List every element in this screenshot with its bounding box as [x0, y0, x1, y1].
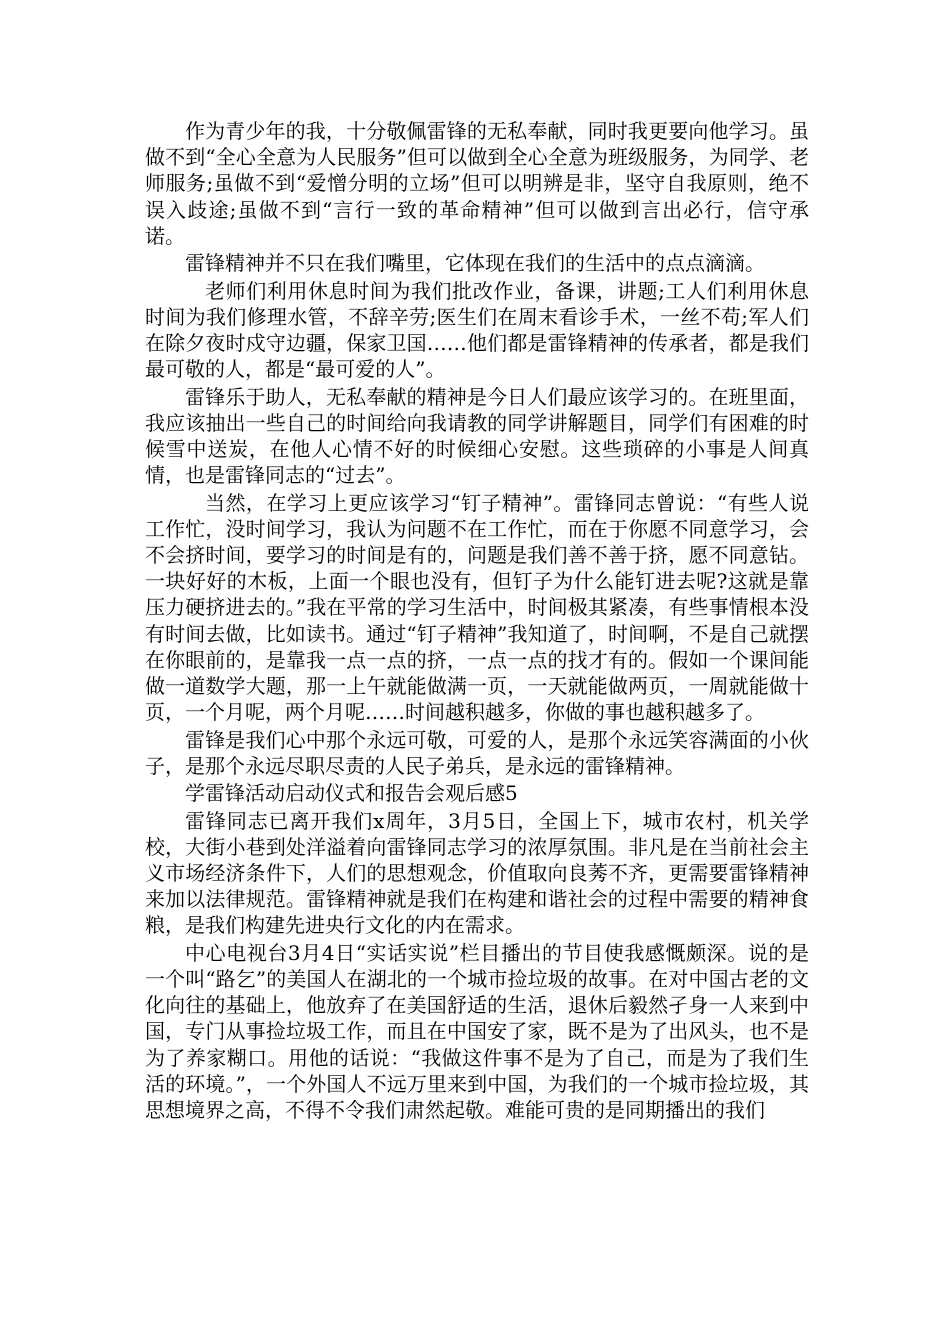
paragraph-tv-program: 中心电视台3月4日“实话实说”栏目播出的节目使我感慨颇深。说的是一个叫“路乞”的美国人在湖北的一个城市捡垃圾的故事。在对中国古老的文化向往的基础上，他放弃了在美国舒适的生活，退休后毅然孑身一人来到中国，专门从事捡垃圾工作，而且在中国安了家，既不是为了出风头，也不是为了养家糊口。用他的话说：“我做这件事不是为了自己，而是为了我们生活的环境。”，一个外国人不远万里来到中国，为我们的一个城市捡垃圾，其思想境界之高，不得不令我们肃然起敬。难能可贵的是同期播出的我们	[145, 940, 809, 1123]
paragraph-helping-others: 雷锋乐于助人，无私奉献的精神是今日人们最应该学习的。在班里面，我应该抽出一些自己的时间给向我请教的同学讲解题目，同学们有困难的时候雪中送炭，在他人心情不好的时候细心安慰。这些琐碎的小事是人间真情，也是雷锋同志的“过去”。	[145, 384, 809, 488]
paragraph-forever-respected: 雷锋是我们心中那个永远可敬，可爱的人，是那个永远笑容满面的小伙子，是那个永远尽职尽责的人民子弟兵，是永远的雷锋精神。	[145, 727, 809, 778]
paragraph-workers-examples: 老师们利用休息时间为我们批改作业，备课，讲题;工人们利用休息时间为我们修理水管，不辞辛劳;医生们在周末看诊手术，一丝不苟;军人们在除夕夜时戍守边疆，保家卫国……他们都是雷锋精神的传承者，都是我们最可敬的人，都是“最可爱的人”。	[145, 278, 809, 382]
section-heading: 学雷锋活动启动仪式和报告会观后感5	[185, 781, 518, 806]
paragraph-anniversary: 雷锋同志已离开我们x周年，3月5日，全国上下，城市农村，机关学校，大街小巷到处洋溢着向雷锋同志学习的浓厚氛围。非凡是在当前社会主义市场经济条件下，人们的思想观念，价值取向良莠不齐，更需要雷锋精神来加以法律规范。雷锋精神就是我们在构建和谐社会的过程中需要的精神食粮，是我们构建先进央行文化的内在需求。	[145, 808, 809, 938]
paragraph-youth-admiration: 作为青少年的我，十分敬佩雷锋的无私奉献，同时我更要向他学习。虽做不到“全心全意为人民服务”但可以做到全心全意为班级服务，为同学、老师服务;虽做不到“爱憎分明的立场”但可以明辨是非，坚守自我原则，绝不误入歧途;虽做不到“言行一致的革命精神”但可以做到言出必行，信守承诺。	[145, 119, 809, 248]
document-body	[145, 118, 809, 1124]
paragraph-spirit-in-life: 雷锋精神并不只在我们嘴里，它体现在我们的生活中的点点滴滴。	[185, 251, 765, 276]
paragraph-nail-spirit: 当然，在学习上更应该学习“钉子精神”。雷锋同志曾说：“有些人说工作忙，没时间学习，我认为问题不在工作忙，而在于你愿不同意学习，会不会挤时间，要学习的时间是有的，问题是我们善不善于挤，愿不同意钻。一块好好的木板，上面一个眼也没有，但钉子为什么能钉进去呢?这就是靠压力硬挤进去的。”我在平常的学习生活中，时间极其紧凑，有些事情根本没有时间去做，比如读书。通过“钉子精神”我知道了，时间啊，不是自己就摆在你眼前的，是靠我一点一点的挤，一点一点的找才有的。假如一个课间能做一道数学大题，那一上午就能做满一页，一天就能做两页，一周就能做十页，一个月呢，两个月呢……时间越积越多，你做的事也越积越多了。	[145, 490, 809, 725]
